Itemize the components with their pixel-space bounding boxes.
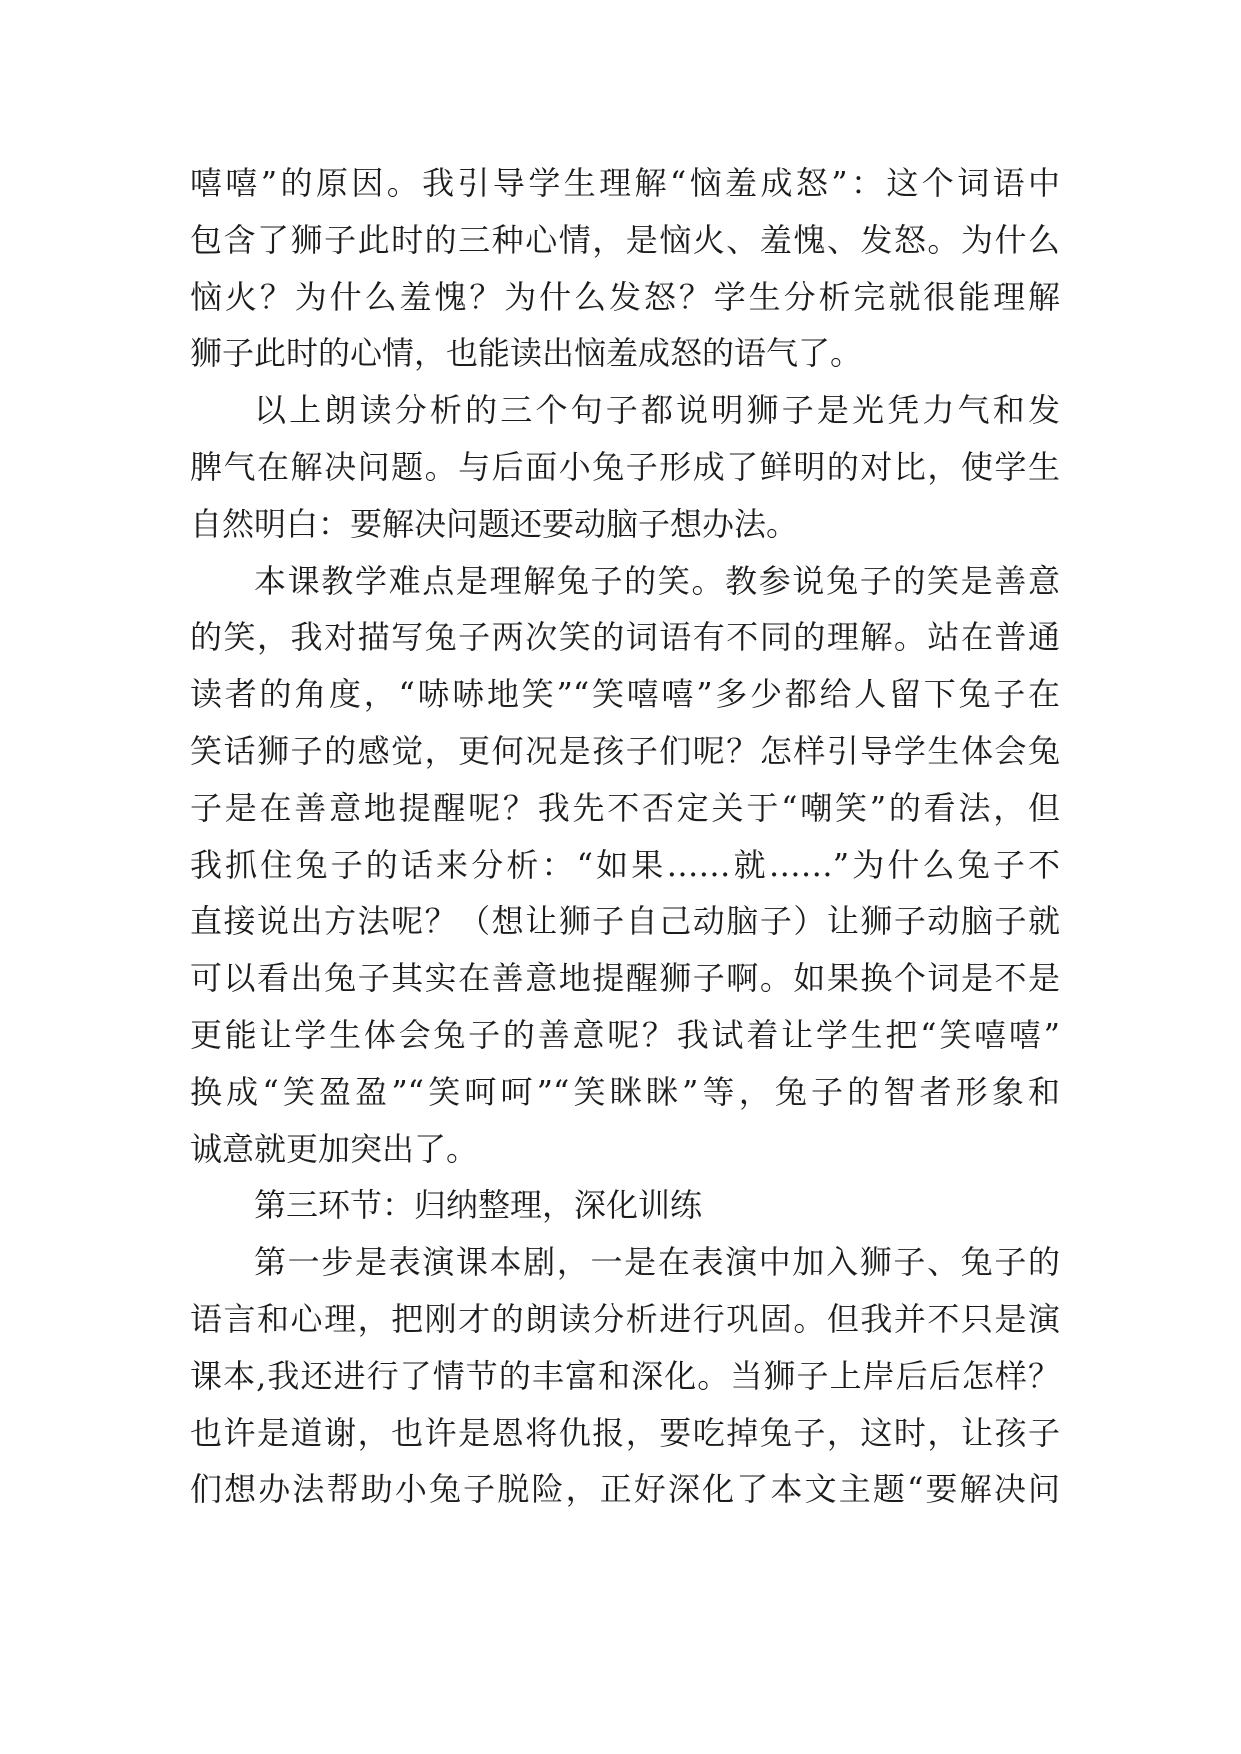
text-line: 们想办法帮助小兔子脱险，正好深化了本文主题“要解决问 xyxy=(190,1470,1060,1509)
text-line: 嘻嘻”的原因。我引导学生理解“恼羞成怒”：这个词语中 xyxy=(190,164,1060,202)
text-line: 直接说出方法呢？（想让狮子自己动脑子）让狮子动脑子就 xyxy=(190,902,1060,941)
text-line: 以上朗读分析的三个句子都说明狮子是光凭力气和发 xyxy=(254,391,1060,430)
text-line: 笑话狮子的感觉，更何况是孩子们呢？怎样引导学生体会兔 xyxy=(190,731,1060,770)
text-line: 恼火？为什么羞愧？为什么发怒？学生分析完就很能理解 xyxy=(190,277,1060,316)
text-line: 课本,我还进行了情节的丰富和深化。当狮子上岸后后怎样？ xyxy=(190,1356,1060,1395)
text-line: 诚意就更加突出了。 xyxy=(190,1129,479,1168)
text-line: 狮子此时的心情，也能读出恼羞成怒的语气了。 xyxy=(190,334,863,373)
text-line: 更能让学生体会兔子的善意呢？我试着让学生把“笑嘻嘻” xyxy=(190,1015,1060,1054)
text-line: 子是在善意地提醒呢？我先不否定关于“嘲笑”的看法，但 xyxy=(190,788,1060,827)
text-line: 我抓住兔子的话来分析：“如果……就……”为什么兔子不 xyxy=(190,845,1060,884)
text-line: 本课教学难点是理解兔子的笑。教参说兔子的笑是善意 xyxy=(254,561,1060,600)
text-line: 也许是道谢，也许是恩将仇报，要吃掉兔子，这时，让孩子 xyxy=(190,1413,1060,1452)
text-line: 换成“笑盈盈”“笑呵呵”“笑眯眯”等，兔子的智者形象和 xyxy=(190,1072,1060,1111)
text-line: 可以看出兔子其实在善意地提醒狮子啊。如果换个词是不是 xyxy=(190,959,1060,998)
text-line: 包含了狮子此时的三种心情，是恼火、羞愧、发怒。为什么 xyxy=(190,220,1060,259)
body-text xyxy=(190,155,1060,1518)
text-line: 自然明白：要解决问题还要动脑子想办法。 xyxy=(190,504,799,543)
text-line: 第一步是表演课本剧，一是在表演中加入狮子、兔子的 xyxy=(254,1243,1060,1282)
text-line: 语言和心理，把刚才的朗读分析进行巩固。但我并不只是演 xyxy=(190,1299,1060,1338)
text-line: 脾气在解决问题。与后面小兔子形成了鲜明的对比，使学生 xyxy=(190,447,1060,486)
text-line: 的笑，我对描写兔子两次笑的词语有不同的理解。站在普通 xyxy=(190,618,1060,657)
text-line: 读者的角度，“哧哧地笑”“笑嘻嘻”多少都给人留下兔子在 xyxy=(190,675,1060,714)
text-line: 第三环节：归纳整理，深化训练 xyxy=(254,1186,703,1225)
